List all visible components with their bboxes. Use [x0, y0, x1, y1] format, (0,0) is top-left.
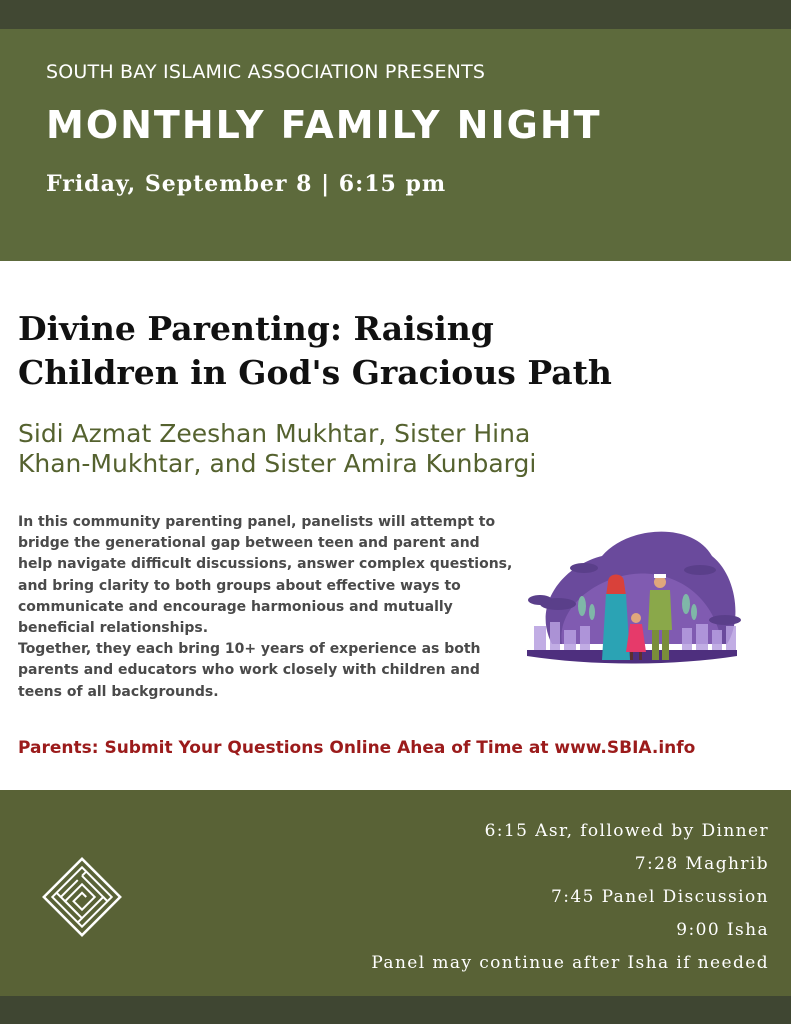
- talk-title-line: Children in God's Gracious Path: [18, 353, 612, 392]
- islamic-geometric-logo-icon: [40, 855, 124, 939]
- bottom-dark-band: [0, 996, 791, 1024]
- description-paragraph: In this community parenting panel, panelists will attempt to bridge the generational gap between teen and parent and help navigate difficult discussions, answer complex questions, and bring clarity to both groups about effective ways to communicate and encourage harmonious and mutually beneficial relationships.: [18, 514, 513, 637]
- event-title: MONTHLY FAMILY NIGHT: [46, 103, 602, 147]
- talk-title-line: Divine Parenting: Raising: [18, 309, 494, 348]
- submit-questions-notice: Parents: Submit Your Questions Online Ahea of Time at www.SBIA.info: [18, 738, 696, 758]
- speakers-line: Sidi Azmat Zeeshan Mukhtar, Sister Hina: [18, 419, 531, 448]
- header-band: [0, 29, 791, 261]
- talk-title: [18, 307, 738, 395]
- schedule-item: 7:45 Panel Discussion: [551, 887, 769, 907]
- description: [18, 512, 513, 703]
- speakers-line: Khan-Mukhtar, and Sister Amira Kunbargi: [18, 449, 537, 478]
- top-dark-band: [0, 0, 791, 29]
- event-date: Friday, September 8 | 6:15 pm: [46, 171, 447, 197]
- schedule-item: 9:00 Isha: [676, 920, 769, 940]
- schedule-item: 7:28 Maghrib: [634, 854, 769, 874]
- speakers: [18, 419, 718, 479]
- schedule-list: [371, 815, 769, 980]
- schedule-item: Panel may continue after Isha if needed: [371, 953, 769, 973]
- schedule-item: 6:15 Asr, followed by Dinner: [484, 821, 769, 841]
- family-illustration: [522, 526, 742, 676]
- presenter-line: SOUTH BAY ISLAMIC ASSOCIATION PRESENTS: [46, 61, 486, 83]
- description-paragraph: Together, they each bring 10+ years of experience as both parents and educators who work closely with children and teens of all backgrounds.: [18, 641, 481, 700]
